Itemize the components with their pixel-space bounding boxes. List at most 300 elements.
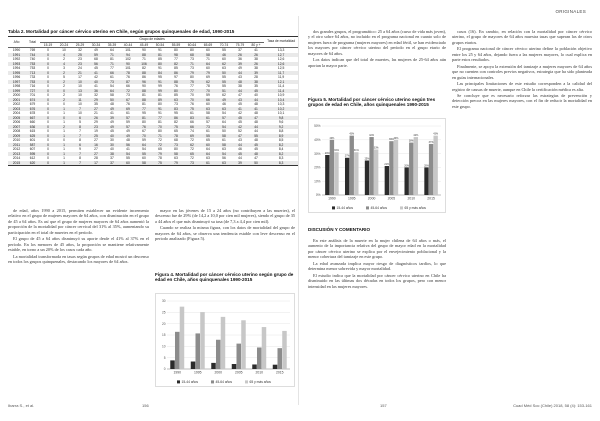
- cell-age-value: 61: [222, 138, 226, 142]
- cell-year: 1995: [8, 71, 25, 76]
- cell-age-value: 60: [120, 161, 136, 166]
- cell-age-value: 106: [136, 62, 152, 67]
- cell-age-value: 36: [238, 57, 242, 61]
- paragraph: El programa nacional de cáncer cérvico uterino define la población objetivo entre los 25 y 64 años, dejando fuera a las mujeres mayores, lo cual explica en parte estos resultados.: [452, 46, 592, 63]
- cell-age-value: 75: [152, 161, 168, 166]
- cell-age-value: 80: [142, 120, 146, 124]
- cell-rate: 9,6: [278, 120, 284, 124]
- cell-age-value: 64: [206, 147, 210, 151]
- cell-age-value: 88: [136, 71, 152, 76]
- cell-age-value: 62: [222, 93, 226, 97]
- footer-page-right: 157: [380, 403, 387, 408]
- cell-age-value: 73: [126, 93, 130, 97]
- cell-age-value: 1: [56, 134, 72, 139]
- paragraph: La mortalidad transformada en tasas según grupos de edad mostró un descenso en todos los grupos quinquenales, destacando los mayores de 64 años.: [8, 253, 149, 265]
- cell-total: 601: [29, 138, 36, 142]
- cell-age-value: 54: [110, 84, 114, 88]
- age-group-header: 70-74: [216, 42, 232, 48]
- cell-age-value: 55: [136, 152, 152, 157]
- legend-swatch: [366, 206, 369, 209]
- cell-age-value: 35: [94, 102, 98, 106]
- x-tick-label: 1990: [173, 370, 182, 375]
- cell-age-value: 45: [248, 89, 264, 94]
- bar-45-64-a-os: [429, 144, 433, 195]
- cell-age-value: 58: [168, 152, 184, 157]
- age-group-header: 60-64: [184, 42, 200, 48]
- bar-65-y-m-s-a-os: [433, 136, 437, 195]
- cell-age-value: 80: [158, 129, 162, 133]
- cell-age-value: 91: [158, 66, 162, 70]
- cell-age-value: 76: [190, 102, 194, 106]
- cell-age-value: 65: [158, 147, 162, 151]
- cell-age-value: 41: [232, 107, 248, 112]
- cell-age-value: 41: [248, 107, 264, 112]
- cell-age-value: 95: [142, 111, 146, 115]
- cell-age-value: 0: [40, 53, 56, 58]
- cell-age-value: 73: [174, 102, 178, 106]
- mortality-table: [8, 36, 298, 166]
- cell-age-value: 41: [254, 48, 258, 52]
- bar-15-44-a-os: [170, 360, 175, 369]
- cell-age-value: 17: [78, 75, 82, 79]
- cell-rate: 9,2: [264, 125, 298, 130]
- cell-age-value: 25: [72, 53, 88, 58]
- fig4-chart: [155, 293, 295, 387]
- bar-65-y-m-s-a-os: [262, 327, 267, 369]
- cell-age-value: 23: [88, 125, 104, 130]
- cell-age-value: 40: [110, 147, 114, 151]
- cell-age-value: 0: [40, 98, 56, 103]
- cell-age-value: 42: [94, 75, 98, 79]
- bar-value-label: 43%: [349, 132, 355, 136]
- cell-age-value: 1: [56, 152, 72, 157]
- paragraph: Se concluye que es necesario reforzar las estrategias de prevención y detección precoz en las mujeres mayores, con el fin de reducir la mortalidad en este grupo.: [452, 92, 592, 109]
- cell-age-value: 23: [72, 62, 88, 67]
- cell-age-value: 41: [88, 71, 104, 76]
- cell-age-value: 91: [152, 107, 168, 112]
- cell-total: 615: [29, 129, 36, 133]
- cell-age-value: 48: [110, 102, 114, 106]
- cell-age-value: 71: [152, 134, 168, 139]
- cell-age-value: 46: [238, 147, 242, 151]
- cell-age-value: 54: [120, 152, 136, 157]
- cell-age-value: 89: [152, 98, 168, 103]
- bar-45-64-a-os: [350, 136, 354, 195]
- cell-year: 2014: [12, 156, 21, 160]
- cell-age-value: 55: [200, 134, 216, 139]
- cell-age-value: 40: [254, 93, 258, 97]
- cell-rate: 8,9: [264, 134, 298, 139]
- cell-total: 620: [25, 161, 40, 166]
- paragraph: de edad, años 1990 a 2015, permiten establecer un evidente incremento relativo en el grupo de mujeres mayores de 64 años, con disminución en el grupo de 45 a 64 años. Es así que el grupo de mujeres mayores de 64 años aumentó la proporción de la mortalidad por cáncer cervical del 31% al 35%, aumentando su participación en el total de muertes en el período.: [8, 208, 149, 235]
- cell-age-value: 81: [158, 93, 162, 97]
- cell-age-value: 85: [158, 57, 162, 61]
- cell-year: 2009: [8, 134, 25, 139]
- cell-age-value: 50: [216, 71, 232, 76]
- cell-age-value: 75: [168, 125, 184, 130]
- paragraph: El estudio indica que la mortalidad por cáncer cérvico uterino en Chile ha disminuido en las últimas dos décadas en todos los grupos, pero con menor intensidad en las mujeres mayores.: [308, 272, 446, 289]
- cell-age-value: 59: [142, 138, 146, 142]
- cell-age-value: 86: [142, 75, 146, 79]
- cell-age-value: 54: [216, 152, 232, 157]
- cell-age-value: 90: [120, 62, 136, 67]
- cell-age-value: 59: [126, 120, 130, 124]
- x-tick-label: 2005: [387, 196, 396, 201]
- cell-age-value: 56: [222, 156, 226, 160]
- bar-15-44-a-os: [365, 161, 369, 196]
- cell-total: 753: [25, 80, 40, 85]
- cell-age-value: 13: [72, 89, 88, 94]
- bar-value-label: 31%: [334, 149, 339, 153]
- cell-age-value: 21: [72, 71, 88, 76]
- cell-age-value: 36: [88, 89, 104, 94]
- cell-age-value: 8: [79, 138, 81, 142]
- cell-age-value: 32: [78, 48, 82, 52]
- bar-15-44-a-os: [211, 363, 216, 369]
- cell-rate: 12,1: [264, 80, 298, 85]
- paragraph: Finalmente, se apoya la extensión del tamizaje a mujeres mayores de 64 años que no cuenten con controles previos negativos, estrategia que ha sido planteada en guías internacionales.: [452, 63, 592, 80]
- cell-rate: 8,8: [278, 129, 284, 133]
- cell-rate: 9,8: [264, 116, 298, 121]
- cell-age-value: 39: [232, 62, 248, 67]
- bar-value-label: 20%: [424, 164, 429, 168]
- y-tick-label: 15: [161, 333, 166, 338]
- x-tick-label: 2010: [407, 196, 416, 201]
- cell-age-value: 88: [136, 53, 152, 58]
- bar-65-y-m-s-a-os: [374, 149, 378, 195]
- cell-age-value: 77: [152, 116, 168, 121]
- cell-age-value: 62: [184, 143, 200, 148]
- paragraph: dos grandes grupos, el programático: 25 a 64 años (curso de vida más joven), y el otro sobre 64 años, no incluido en el programa nacional en cuanto solo de mujeres fuera de programa (mujeres mayores) en edad fértil, se han evidenciado los mayores por cáncer cérvico uterino del período en el grupo etario de mayores de 64 años.: [308, 29, 446, 56]
- cell-age-value: 0: [40, 107, 56, 112]
- cell-age-value: 75: [184, 107, 200, 112]
- cell-age-value: 58: [110, 93, 114, 97]
- cell-total: 753: [29, 66, 36, 70]
- cell-age-value: 55: [216, 80, 232, 85]
- cell-year: 2015: [8, 161, 25, 166]
- cell-age-value: 86: [168, 71, 184, 76]
- cell-age-value: 60: [200, 143, 216, 148]
- cell-age-value: 42: [232, 125, 248, 130]
- cell-age-value: 26: [232, 53, 248, 58]
- cell-age-value: 63: [222, 147, 226, 151]
- y-tick-label: 0%: [315, 193, 321, 198]
- y-tick-label: 40%: [314, 138, 321, 142]
- bar-15-44-a-os: [424, 167, 428, 195]
- cell-age-value: 27: [88, 152, 104, 157]
- legend-label: 45-64 años: [370, 206, 387, 210]
- x-tick-label: 2010: [255, 370, 264, 375]
- cell-age-value: 78: [206, 84, 210, 88]
- mortality-table-wrap: [8, 36, 298, 166]
- x-tick-label: 2005: [234, 370, 243, 375]
- cell-year: 1991: [8, 53, 25, 58]
- cell-age-value: 71: [142, 57, 146, 61]
- cell-age-value: 99: [158, 84, 162, 88]
- cell-total: 676: [25, 107, 40, 112]
- cell-age-value: 1: [63, 156, 65, 160]
- cell-total: 753: [25, 62, 40, 67]
- cell-year: 2013: [8, 152, 25, 157]
- cell-age-value: 0: [47, 120, 49, 124]
- cell-age-value: 78: [158, 156, 162, 160]
- cell-age-value: 11: [72, 98, 88, 103]
- cell-age-value: 67: [142, 129, 146, 133]
- cell-total: 595: [25, 152, 40, 157]
- cell-total: 678: [29, 111, 36, 115]
- age-group-header: 25-29: [72, 42, 88, 48]
- cell-age-value: 64: [136, 143, 152, 148]
- cell-age-value: 0: [63, 138, 65, 142]
- age-group-header: 45-49: [136, 42, 152, 48]
- cell-age-value: 38: [238, 84, 242, 88]
- bar-value-label: 31%: [353, 149, 359, 153]
- bar-value-label: 21%: [384, 163, 390, 167]
- cell-age-value: 70: [190, 93, 194, 97]
- cell-age-value: 0: [47, 84, 49, 88]
- cell-age-value: 38: [254, 57, 258, 61]
- age-group-header: 15-19: [40, 42, 56, 48]
- discussion-text: [308, 238, 446, 290]
- bar-15-44-a-os: [191, 362, 196, 369]
- cell-age-value: 50: [222, 129, 226, 133]
- cell-age-value: 65: [206, 138, 210, 142]
- cell-age-value: 60: [206, 102, 210, 106]
- bar-45-64-a-os: [409, 143, 413, 195]
- cell-age-value: 61: [126, 111, 130, 115]
- cell-age-value: 2: [63, 84, 65, 88]
- cell-age-value: 78: [168, 134, 184, 139]
- cell-age-value: 68: [184, 53, 200, 58]
- cell-age-value: 63: [222, 66, 226, 70]
- cell-age-value: 44: [232, 89, 248, 94]
- cell-age-value: 44: [248, 98, 264, 103]
- footer-journal: Cuad Méd Soc (Chile) 2018, 58 (4): 153-161: [513, 403, 592, 408]
- cell-age-value: 26: [248, 53, 264, 58]
- bar-45-64-a-os: [330, 140, 334, 195]
- cell-age-value: 101: [125, 48, 131, 52]
- bar-value-label: 40%: [329, 136, 335, 140]
- cell-age-value: 10: [78, 84, 82, 88]
- cell-age-value: 10: [78, 102, 82, 106]
- cell-age-value: 3: [63, 66, 65, 70]
- cell-age-value: 0: [40, 80, 56, 85]
- cell-age-value: 49: [110, 120, 114, 124]
- cell-age-value: 62: [216, 62, 232, 67]
- y-tick-label: 30: [161, 299, 166, 304]
- paragraph: mayor en las jóvenes de 15 a 24 años (no contribuyen a las muertes), el descenso fue de 29% (de 14,2 a 10,0 por cien mil mujeres), siendo el grupo de 35 a 44 años el que más disminuyó su tasa (de 7,3 a 4,4 por cien mil).: [155, 208, 295, 224]
- cell-year: 2010: [12, 138, 21, 142]
- cell-age-value: 97: [174, 75, 178, 79]
- col-rate-header: Tasa de mortalidad: [264, 37, 298, 48]
- cell-age-value: 26: [88, 116, 104, 121]
- paragraph: casos (16). En cambio, en relación con la mortalidad por cáncer cérvico uterino, el grupo de mayores de 64 años muestra tasas que superan las de otros grupos etarios.: [452, 29, 592, 45]
- y-tick-label: 10%: [314, 179, 321, 184]
- bar-value-label: 40%: [393, 136, 399, 140]
- bar-15-44-a-os: [252, 364, 257, 369]
- cell-year: 1990: [12, 48, 21, 52]
- cell-age-value: 79: [152, 152, 168, 157]
- cell-age-value: 48: [254, 120, 258, 124]
- bar-value-label: 25%: [364, 157, 370, 161]
- cell-total: 679: [29, 102, 36, 106]
- cell-age-value: 80: [152, 62, 168, 67]
- cell-age-value: 61: [200, 161, 216, 166]
- bar-45-64-a-os: [257, 347, 262, 369]
- cell-age-value: 61: [200, 116, 216, 121]
- cell-total: 674: [25, 98, 40, 103]
- cell-age-value: 1: [63, 129, 65, 133]
- cell-age-value: 42: [238, 111, 242, 115]
- cell-rate: 8,5: [278, 138, 284, 142]
- cell-total: 625: [25, 134, 40, 139]
- cell-total: 660: [29, 120, 36, 124]
- cell-age-value: 50: [104, 98, 120, 103]
- cell-age-value: 48: [126, 138, 130, 142]
- bar-15-44-a-os: [345, 158, 349, 195]
- fig5-chart: [308, 118, 446, 213]
- cell-age-value: 80: [190, 48, 194, 52]
- left-text-col1: [8, 208, 149, 266]
- cell-age-value: 55: [222, 84, 226, 88]
- cell-age-value: 77: [110, 66, 114, 70]
- cell-age-value: 70: [136, 134, 152, 139]
- cell-age-value: 2: [56, 71, 72, 76]
- x-tick-label: 1995: [347, 196, 356, 201]
- fig5-title: Figura 5. Mortalidad por cáncer cérvico uterino según tres grupos de edad en Chile, años quinquenales 1990-2015: [308, 97, 436, 108]
- cell-year: 1994: [12, 66, 21, 70]
- bar-15-44-a-os: [404, 167, 408, 195]
- cell-age-value: 48: [232, 80, 248, 85]
- cell-age-value: 0: [40, 152, 56, 157]
- section-header: ORIGINALES: [555, 9, 586, 14]
- cell-age-value: 51: [216, 89, 232, 94]
- cell-age-value: 95: [174, 111, 178, 115]
- cell-year: 1998: [12, 84, 21, 88]
- cell-age-value: 88: [136, 89, 152, 94]
- cell-age-value: 57: [120, 116, 136, 121]
- cell-age-value: 29: [94, 120, 98, 124]
- cell-total: 727: [25, 89, 40, 94]
- bar-65-y-m-s-a-os: [221, 317, 226, 369]
- cell-age-value: 19: [94, 129, 98, 133]
- bar-value-label: 43%: [433, 132, 439, 136]
- cell-age-value: 45: [232, 116, 248, 121]
- cell-age-value: 41: [110, 111, 114, 115]
- cell-age-value: 99: [152, 89, 168, 94]
- cell-age-value: 73: [104, 80, 120, 85]
- cell-age-value: 68: [94, 57, 98, 61]
- cell-age-value: 59: [206, 93, 210, 97]
- cell-age-value: 66: [104, 71, 120, 76]
- age-group-header: 80 y +: [248, 42, 264, 48]
- paragraph: La edad avanzada implica mayor riesgo de diagnósticos tardíos, lo que determina menor sobrevida y mayor mortalidad.: [308, 260, 446, 272]
- cell-age-value: 49: [104, 107, 120, 112]
- cell-age-value: 0: [56, 116, 72, 121]
- cell-age-value: 72: [158, 138, 162, 142]
- cell-rate: 8,3: [264, 161, 298, 166]
- legend-label: 65 y más años: [404, 206, 426, 210]
- cell-age-value: 6: [72, 116, 88, 121]
- cell-age-value: 0: [47, 156, 49, 160]
- cell-age-value: 0: [63, 102, 65, 106]
- cell-age-value: 48: [248, 152, 264, 157]
- cell-age-value: 90: [142, 84, 146, 88]
- cell-age-value: 45: [248, 143, 264, 148]
- cell-age-value: 64: [104, 89, 120, 94]
- table-title: Tabla 2. Mortalidad por cáncer cérvico uterino en Chile, según grupos quinquenales de edad, 1990-2015: [8, 29, 235, 34]
- cell-age-value: 47: [238, 93, 242, 97]
- bar-45-64-a-os: [389, 141, 393, 195]
- cell-age-value: 61: [110, 75, 114, 79]
- cell-age-value: 5: [79, 120, 81, 124]
- y-tick-label: 10: [161, 344, 166, 349]
- cell-rate: 11,7: [264, 71, 298, 76]
- cell-age-value: 24: [78, 66, 82, 70]
- cell-age-value: 32: [94, 93, 98, 97]
- cell-age-value: 49: [238, 66, 242, 70]
- cell-age-value: 61: [206, 129, 210, 133]
- cell-rate: 8,2: [264, 143, 298, 148]
- cell-age-value: 43: [232, 98, 248, 103]
- cell-rate: 10,1: [277, 111, 285, 115]
- col-group-header: Grupo de edades: [40, 37, 264, 43]
- y-tick-label: 0: [163, 367, 166, 372]
- cell-age-value: 44: [248, 125, 264, 130]
- cell-age-value: 82: [142, 66, 146, 70]
- cell-age-value: 29: [88, 98, 104, 103]
- cell-total: 733: [29, 75, 36, 79]
- cell-year: 2000: [12, 93, 21, 97]
- cell-age-value: 77: [136, 107, 152, 112]
- cell-age-value: 0: [47, 93, 49, 97]
- cell-age-value: 64: [110, 48, 114, 52]
- cell-age-value: 63: [206, 156, 210, 160]
- cell-age-value: 28: [94, 156, 98, 160]
- bar-65-y-m-s-a-os: [334, 152, 338, 195]
- x-tick-label: 2015: [427, 196, 435, 201]
- legend-swatch: [211, 380, 214, 383]
- cell-age-value: 39: [104, 116, 120, 121]
- paragraph: Las principales limitaciones de este estudio corresponden a la calidad del registro de causas de muerte, aunque en Chile la certificación médica es alta.: [452, 81, 592, 92]
- cell-rate: 12,6: [264, 62, 298, 67]
- cell-rate: 8,4: [278, 147, 284, 151]
- cell-year: 2005: [8, 116, 25, 121]
- cell-rate: 13,3: [277, 48, 285, 52]
- cell-total: 713: [25, 71, 40, 76]
- cell-age-value: 1: [56, 143, 72, 148]
- cell-total: 740: [29, 57, 36, 61]
- cell-age-value: 44: [254, 129, 258, 133]
- col-total-header: Total: [25, 37, 40, 48]
- left-text-col2: [155, 208, 295, 243]
- bar-65-y-m-s-a-os: [414, 137, 418, 195]
- cell-age-value: 41: [94, 84, 98, 88]
- cell-age-value: 0: [47, 102, 49, 106]
- cell-year: 2001: [8, 98, 25, 103]
- bar-15-44-a-os: [325, 155, 329, 195]
- cell-rate: 11,4: [264, 89, 298, 94]
- cell-age-value: 66: [184, 125, 200, 130]
- cell-age-value: 21: [94, 111, 98, 115]
- cell-age-value: 25: [88, 134, 104, 139]
- cell-age-value: 2: [56, 80, 72, 85]
- cell-age-value: 58: [136, 161, 152, 166]
- cell-year: 1992: [12, 57, 21, 61]
- cell-age-value: 0: [40, 71, 56, 76]
- cell-rate: 8,3: [278, 156, 284, 160]
- cell-age-value: 80: [174, 147, 178, 151]
